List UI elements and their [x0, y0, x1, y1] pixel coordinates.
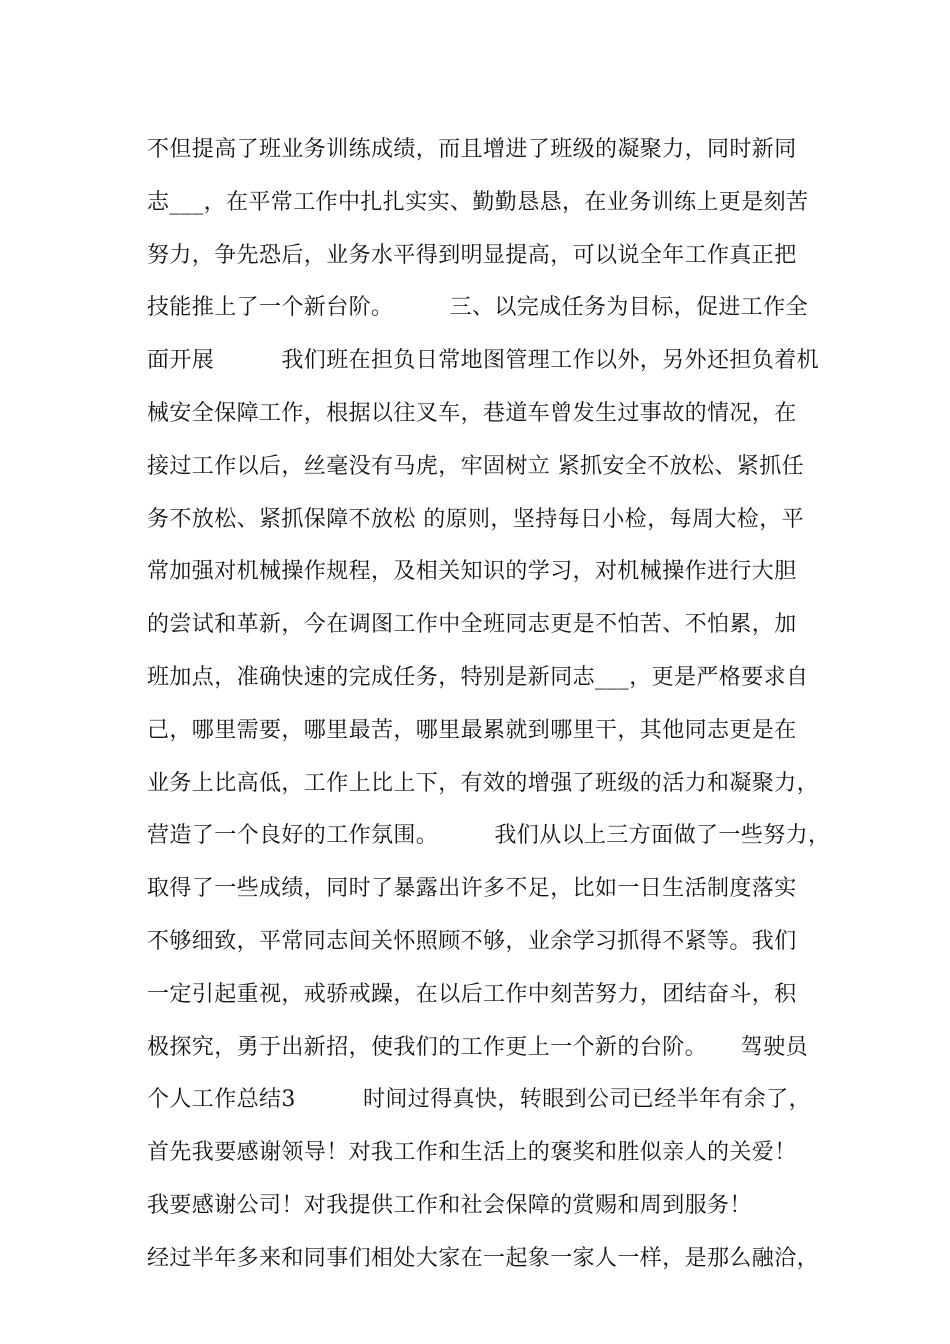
- text-line: 务不放松、紧抓保障不放松 的原则，坚持每日小检，每周大检，平: [147, 506, 804, 532]
- text-line: 志___，在平常工作中扎扎实实、勤勤恳恳，在业务训练上更是刻苦: [147, 189, 809, 215]
- text-line: 不但提高了班业务训练成绩，而且增进了班级的凝聚力，同时新同: [147, 137, 797, 162]
- text-line: 的尝试和革新，今在调图工作中全班同志更是不怕苦、不怕累，加: [147, 612, 797, 638]
- text-line: 营造了一个良好的工作氛围。 我们从以上三方面做了一些努力，: [147, 823, 831, 849]
- text-line: 业务上比高低，工作上比上下，有效的增强了班级的活力和凝聚力，: [147, 770, 820, 796]
- text-line: 努力，争先恐后，业务水平得到明显提高，可以说全年工作真正把: [147, 242, 797, 268]
- body-text: [147, 130, 837, 1292]
- text-line: 极探究，勇于出新招，使我们的工作更上一个新的台阶。 驾驶员: [147, 1034, 809, 1060]
- text-line: 常加强对机械操作规程，及相关知识的学习，对机械操作进行大胆: [147, 559, 797, 585]
- text-line: 首先我要感谢领导！对我工作和生活上的褒奖和胜似亲人的关爱！: [147, 1140, 797, 1166]
- text-line: 一定引起重视，戒骄戒躁，在以后工作中刻苦努力，团结奋斗，积: [147, 981, 797, 1007]
- text-line: 个人工作总结3 时间过得真快，转眼到公司已经半年有余了，: [147, 1087, 811, 1113]
- text-line: 面开展 我们班在担负日常地图管理工作以外，另外还担负着机: [147, 348, 820, 374]
- text-line: 接过工作以后，丝毫没有马虎，牢固树立 紧抓安全不放松、紧抓任: [147, 453, 804, 479]
- text-line: 取得了一些成绩，同时了暴露出许多不足，比如一日生活制度落实: [147, 876, 797, 902]
- text-line: 我要感谢公司！对我提供工作和社会保障的赏赐和周到服务！: [147, 1192, 752, 1218]
- text-line: 不够细致，平常同志间关怀照顾不够，业余学习抓得不紧等。我们: [147, 928, 797, 954]
- text-line: 械安全保障工作，根据以往叉车，巷道车曾发生过事故的情况，在: [147, 400, 797, 426]
- text-line: 经过半年多来和同事们相处大家在一起象一家人一样，是那么融洽，: [147, 1245, 820, 1271]
- text-line: 班加点，准确快速的完成任务，特别是新同志___，更是严格要求自: [147, 664, 809, 690]
- text-line: 己，哪里需要，哪里最苦，哪里最累就到哪里干，其他同志更是在: [147, 717, 797, 743]
- text-line: 技能推上了一个新台阶。 三、以完成任务为目标，促进工作全: [147, 295, 809, 321]
